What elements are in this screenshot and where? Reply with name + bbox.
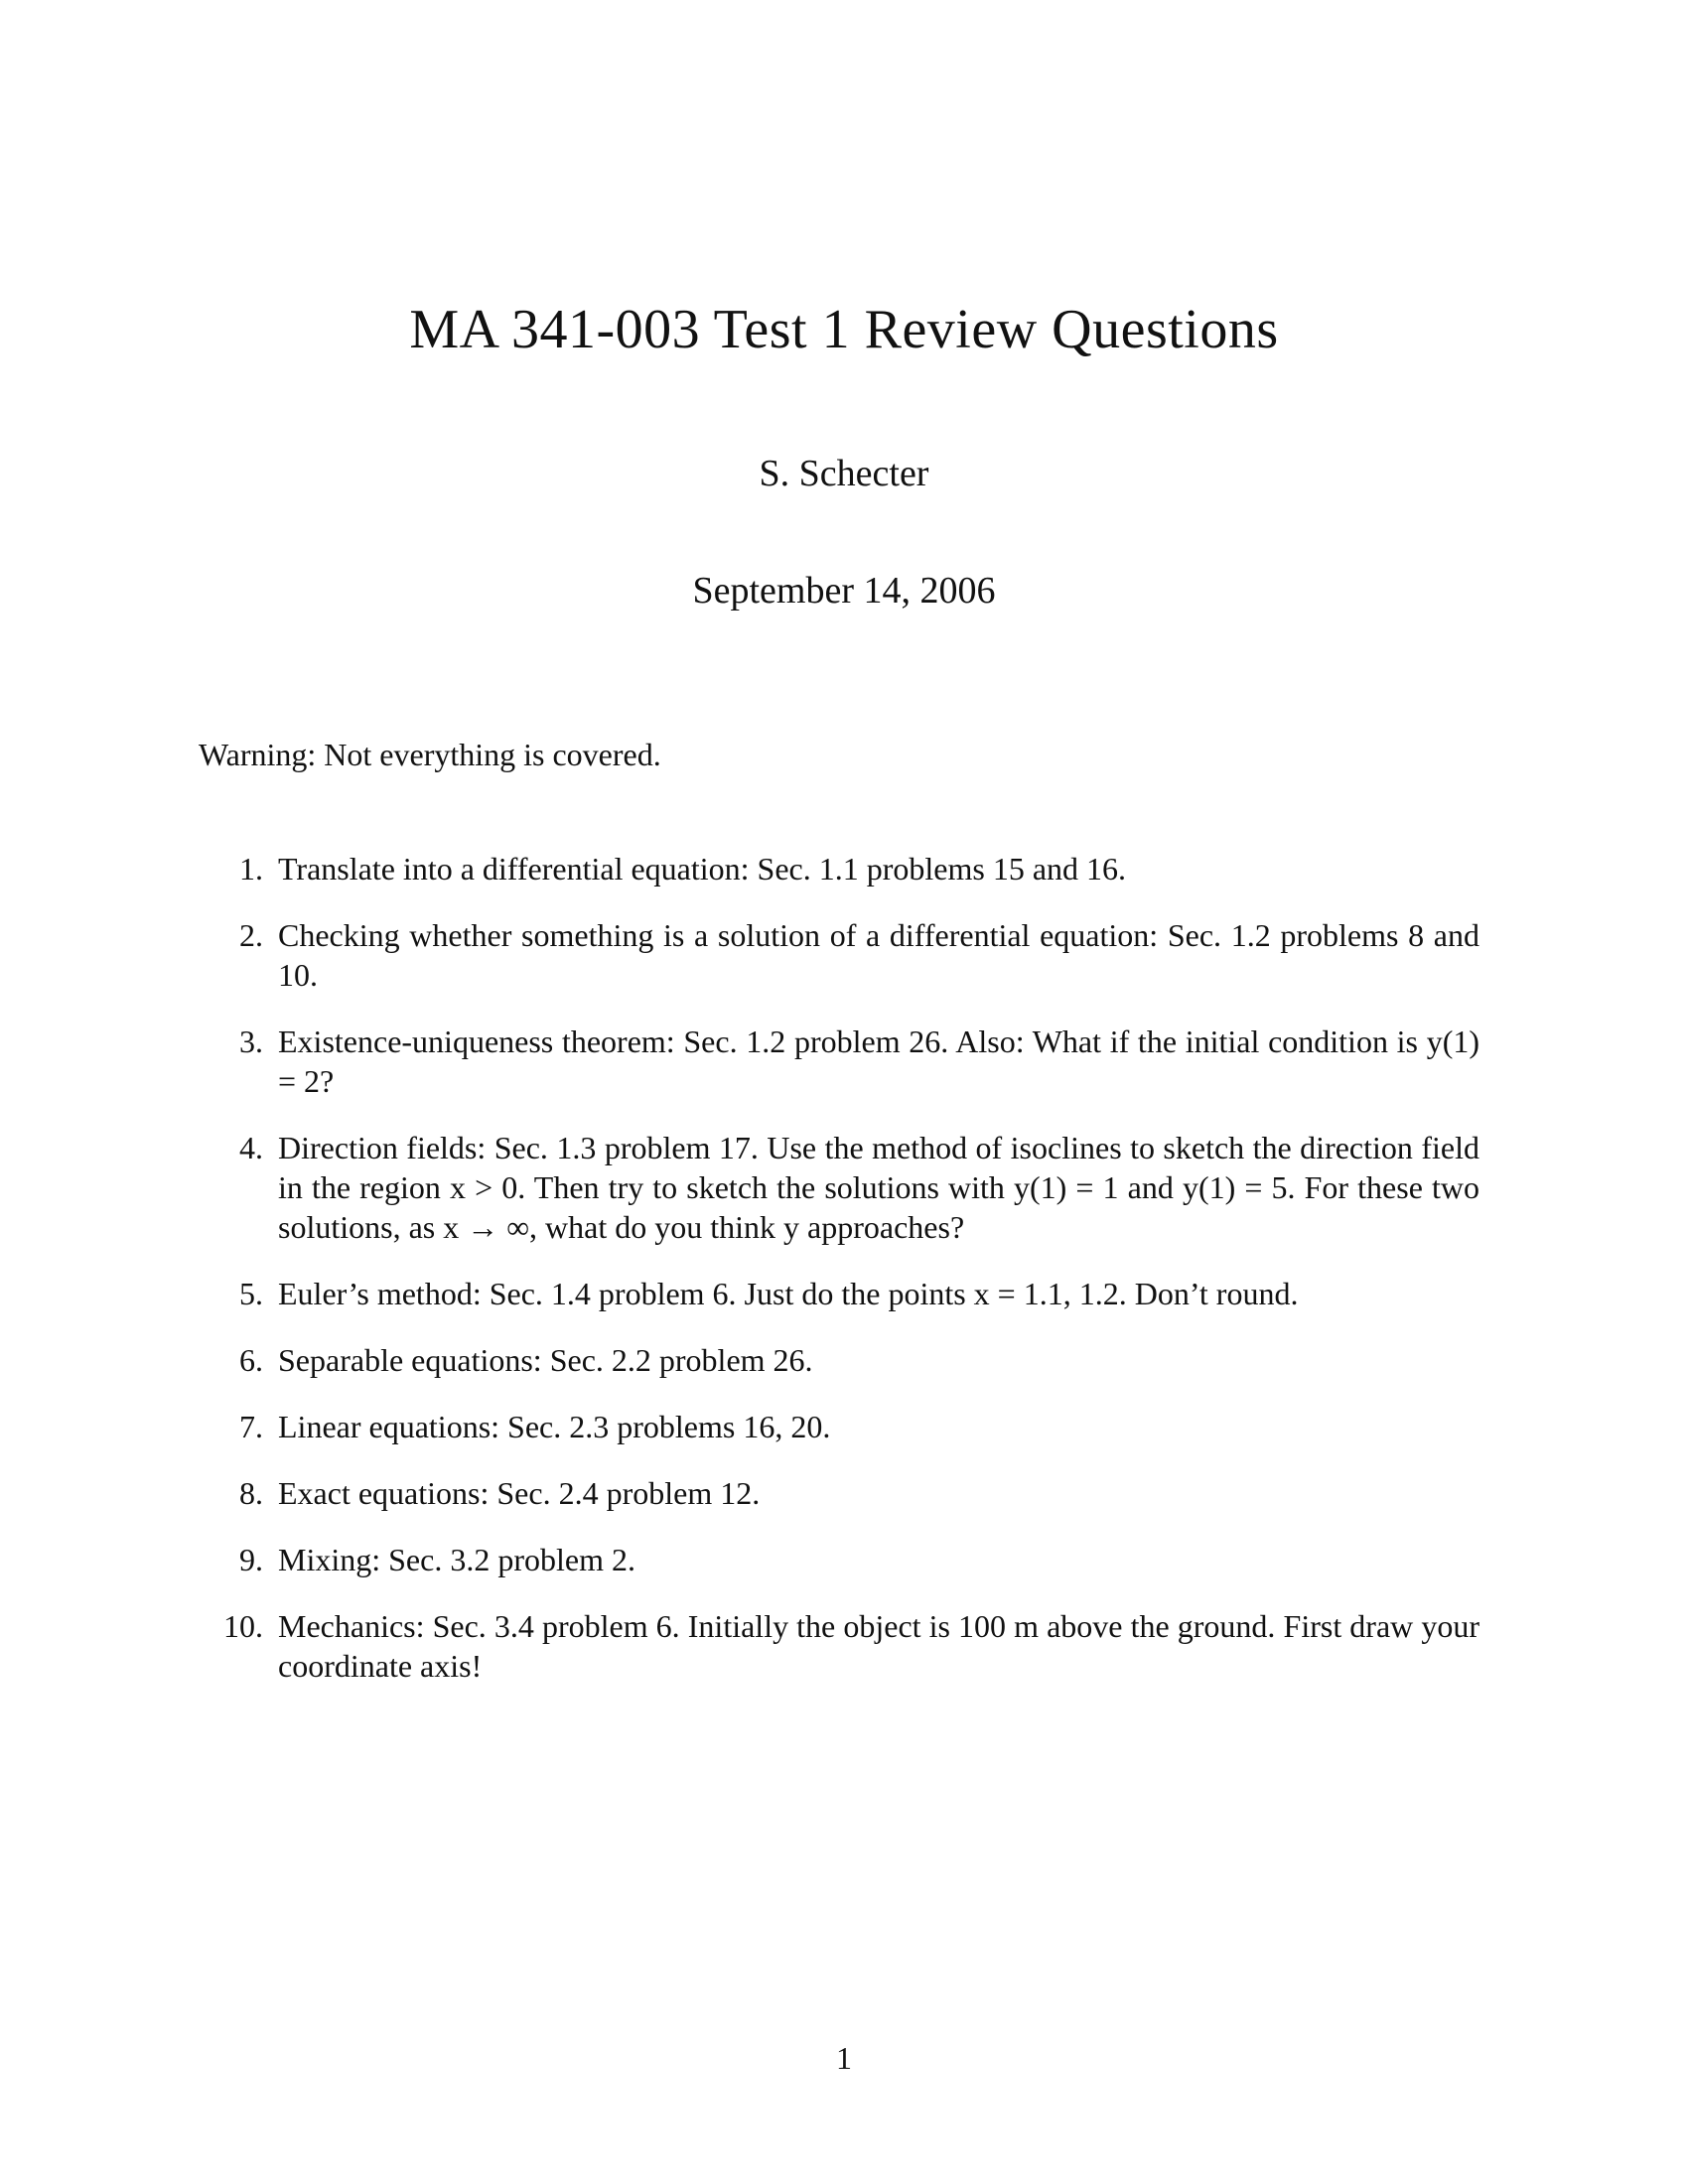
warning-note: Warning: Not everything is covered.: [199, 737, 661, 772]
date: September 14, 2006: [692, 570, 996, 612]
item-number: 5.: [239, 1276, 263, 1311]
author: S. Schecter: [759, 453, 929, 494]
document-title: MA 341-003 Test 1 Review Questions: [409, 299, 1279, 360]
list-item: [199, 1473, 1479, 1513]
list-item: [199, 1128, 1479, 1247]
item-text: Euler’s method: Sec. 1.4 problem 6. Just do the points x = 1.1, 1.2. Don’t round.: [278, 1276, 1299, 1311]
list-item: [199, 1340, 1479, 1380]
item-number: 10.: [223, 1608, 263, 1644]
item-text: Mechanics: Sec. 3.4 problem 6. Initially the object is 100 m above the ground. First draw your coordinate axis!: [278, 1608, 1479, 1684]
item-number: 4.: [239, 1130, 263, 1165]
item-number: 8.: [239, 1475, 263, 1511]
page-number: 1: [836, 2040, 852, 2076]
list-item: [199, 915, 1479, 995]
item-text: Direction fields: Sec. 1.3 problem 17. Use the method of isoclines to sketch the direction field in the region x > 0. Then try to sketch the solutions with y(1) = 1 and y(1) = 5. For these two solutions, as x → ∞, what do you think y approaches?: [278, 1130, 1479, 1245]
item-number: 9.: [239, 1542, 263, 1577]
list-item: [199, 849, 1479, 888]
list-item: [199, 1022, 1479, 1101]
list-item: [199, 1274, 1479, 1313]
item-text: Existence-uniqueness theorem: Sec. 1.2 problem 26. Also: What if the initial condition is y(1) = 2?: [278, 1024, 1479, 1099]
item-text: Mixing: Sec. 3.2 problem 2.: [278, 1542, 635, 1577]
item-text: Linear equations: Sec. 2.3 problems 16, 20.: [278, 1409, 831, 1444]
item-number: 3.: [239, 1024, 263, 1059]
list-item: [199, 1606, 1479, 1686]
item-number: 1.: [239, 851, 263, 887]
item-number: 6.: [239, 1342, 263, 1378]
item-text: Translate into a differential equation: Sec. 1.1 problems 15 and 16.: [278, 851, 1127, 887]
item-text: Exact equations: Sec. 2.4 problem 12.: [278, 1475, 761, 1511]
item-number: 2.: [239, 917, 263, 953]
list-item: [199, 1407, 1479, 1446]
review-question-list: [199, 849, 1479, 1712]
list-item: [199, 1540, 1479, 1579]
item-text: Separable equations: Sec. 2.2 problem 26.: [278, 1342, 813, 1378]
item-text: Checking whether something is a solution of a differential equation: Sec. 1.2 problems 8 and 10.: [278, 917, 1479, 993]
item-number: 7.: [239, 1409, 263, 1444]
